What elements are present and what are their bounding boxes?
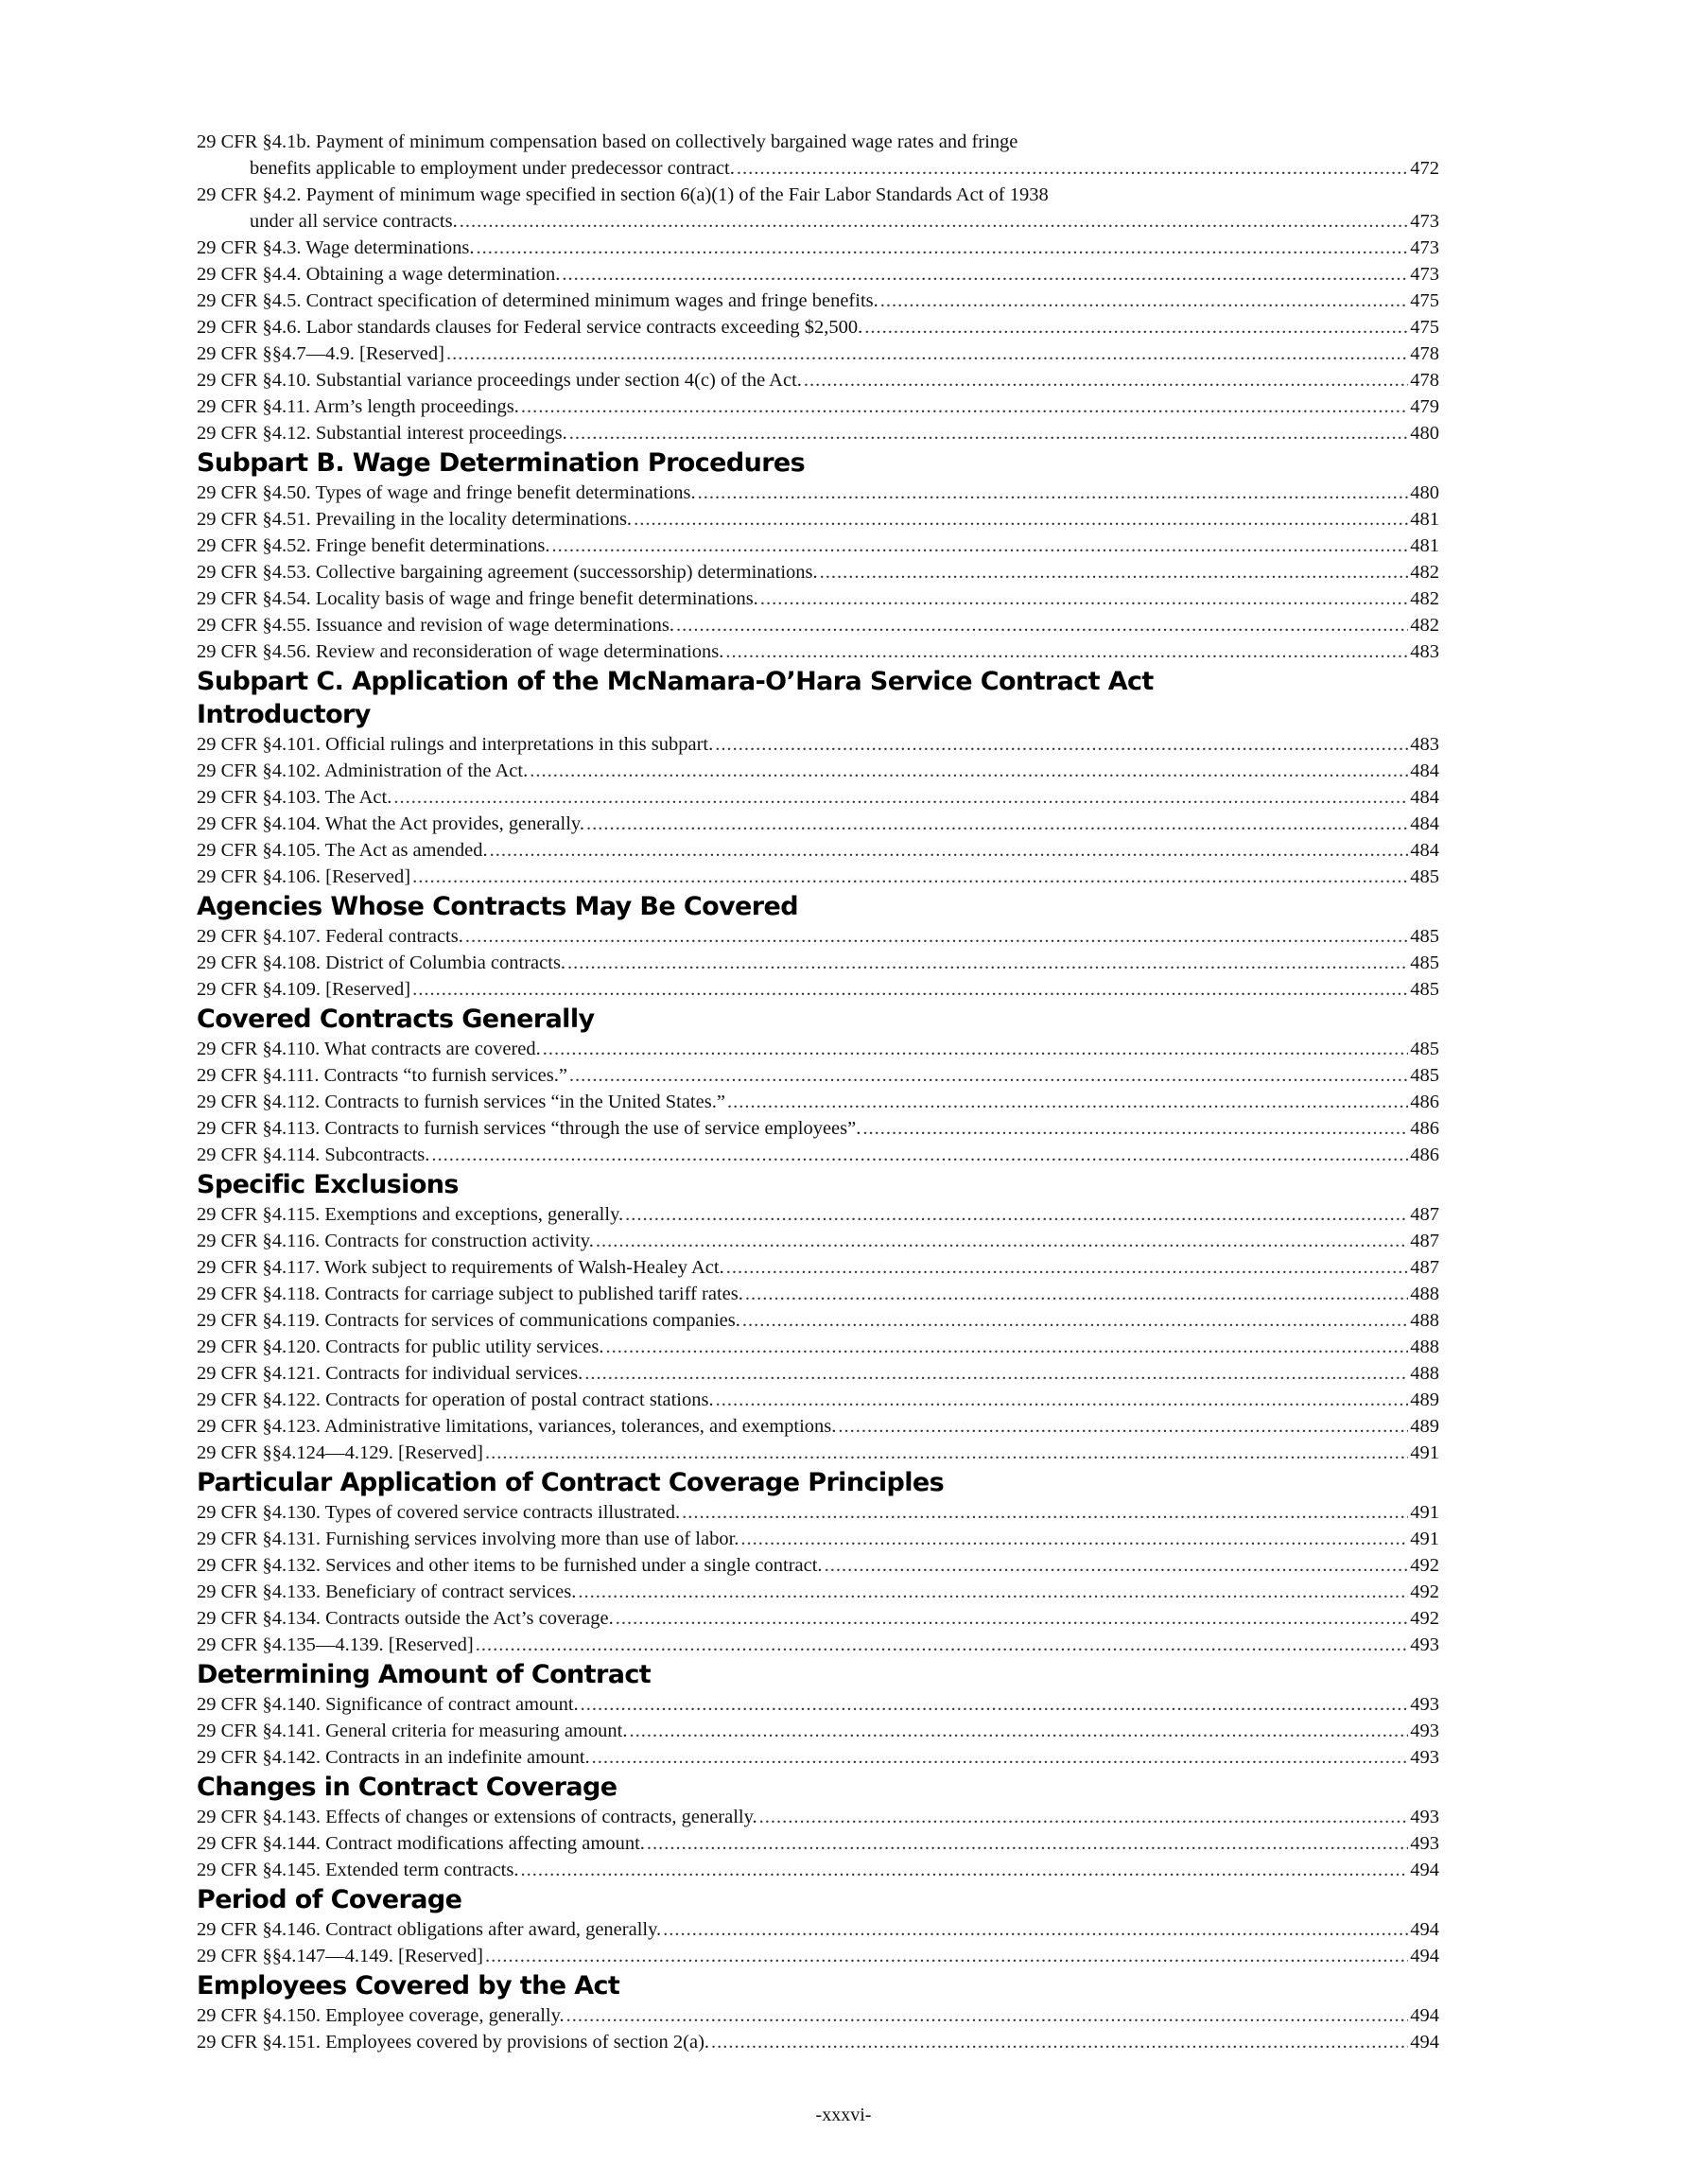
toc-entry: [197, 182, 1439, 235]
dot-leader: [485, 1943, 1408, 1969]
entry-title: 29 CFR §4.142. Contracts in an indefinite amount.: [197, 1747, 590, 1768]
entry-title: 29 CFR §4.56. Review and reconsideration of wage determinations.: [197, 641, 724, 662]
entry-title: benefits applicable to employment under predecessor contract.: [250, 158, 735, 179]
dot-leader: [804, 367, 1408, 393]
dot-leader: [726, 1254, 1409, 1281]
entry-title: 29 CFR §4.5. Contract specification of determined minimum wages and fringe benefits.: [197, 290, 878, 311]
toc-entry: [197, 1254, 1439, 1281]
dot-leader: [825, 1552, 1409, 1579]
toc-entry: [197, 784, 1439, 811]
entry-title: 29 CFR §4.54. Locality basis of wage and fringe benefit determinations.: [197, 588, 758, 609]
dot-leader: [737, 155, 1408, 182]
entry-title: 29 CFR §4.1b. Payment of minimum compensation based on collectively bargained wage rates and fringe: [197, 131, 1018, 152]
dot-leader: [584, 1360, 1408, 1387]
dot-leader: [431, 1142, 1408, 1168]
dot-leader: [460, 208, 1409, 235]
entry-title: 29 CFR §4.123. Administrative limitations, variances, tolerances, and exemptions.: [197, 1416, 837, 1437]
entry-title: 29 CFR §4.10. Substantial variance proceedings under section 4(c) of the Act.: [197, 370, 802, 391]
page-ref: 483: [1410, 734, 1439, 755]
dot-leader: [477, 235, 1409, 261]
toc-entry: [197, 1499, 1439, 1526]
entry-title: 29 CFR §4.140. Significance of contract amount.: [197, 1694, 579, 1715]
entry-title: 29 CFR §4.107. Federal contracts.: [197, 926, 463, 947]
dot-leader: [663, 1916, 1408, 1943]
entry-title: 29 CFR §4.115. Exemptions and exceptions, generally.: [197, 1204, 624, 1225]
toc-entry: [197, 950, 1439, 976]
toc-entry: [197, 261, 1439, 288]
page-ref: 492: [1410, 1608, 1439, 1629]
section-heading: Introductory: [197, 700, 371, 729]
entry-title: 29 CFR §4.102. Administration of the Act.: [197, 760, 529, 781]
toc-entry: [197, 506, 1439, 533]
entry-title: 29 CFR §4.116. Contracts for construction activity.: [197, 1231, 594, 1251]
page-ref: 494: [1410, 1860, 1439, 1880]
page-ref: 485: [1410, 979, 1439, 1000]
page-ref: 484: [1410, 787, 1439, 808]
dot-leader: [760, 585, 1408, 612]
entry-title: 29 CFR §4.103. The Act.: [197, 787, 392, 808]
dot-leader: [605, 1334, 1408, 1360]
entry-title: 29 CFR §4.117. Work subject to requirements of Walsh-Healey Act.: [197, 1257, 724, 1278]
dot-leader: [864, 314, 1408, 341]
page-ref: 475: [1410, 317, 1439, 338]
toc-entry: [197, 1632, 1439, 1658]
dot-leader: [530, 758, 1408, 784]
dot-leader: [490, 837, 1409, 864]
toc-entry: [197, 976, 1439, 1003]
section-heading: Agencies Whose Contracts May Be Covered: [197, 892, 798, 921]
toc-entry: [197, 1307, 1439, 1334]
dot-leader: [676, 612, 1408, 638]
dot-leader: [838, 1413, 1408, 1440]
toc-entry: [197, 1228, 1439, 1254]
toc-entry: [197, 1089, 1439, 1115]
dot-leader: [586, 811, 1408, 837]
dot-leader: [682, 1499, 1408, 1526]
entry-title: 29 CFR §4.132. Services and other items to be furnished under a single contract.: [197, 1555, 823, 1576]
dot-leader: [485, 1440, 1408, 1466]
dot-leader: [647, 1830, 1408, 1857]
entry-title: 29 CFR §4.121. Contracts for individual services.: [197, 1363, 583, 1384]
toc-entry: [197, 480, 1439, 506]
dot-leader: [715, 731, 1408, 758]
page-ref: 485: [1410, 952, 1439, 973]
page-ref: 487: [1410, 1231, 1439, 1251]
dot-leader: [634, 506, 1408, 533]
page-ref: 485: [1410, 926, 1439, 947]
page-ref: 485: [1410, 1065, 1439, 1086]
dot-leader: [745, 1281, 1408, 1307]
page-ref: 494: [1410, 2005, 1439, 2026]
entry-title: 29 CFR §4.120. Contracts for public utility services.: [197, 1337, 604, 1357]
entry-title: 29 CFR §4.50. Types of wage and fringe benefit determinations.: [197, 482, 696, 503]
entry-title: 29 CFR §4.113. Contracts to furnish services “through the use of service employees”.: [197, 1118, 861, 1139]
entry-title: 29 CFR §4.114. Subcontracts.: [197, 1144, 430, 1165]
entry-title: 29 CFR §4.141. General criteria for measuring amount.: [197, 1721, 628, 1741]
dot-leader: [742, 1307, 1408, 1334]
page-ref: 488: [1410, 1310, 1439, 1331]
toc-entry: [197, 1804, 1439, 1830]
page-ref: 485: [1410, 1039, 1439, 1059]
dot-leader: [393, 784, 1408, 811]
page-ref: 489: [1410, 1389, 1439, 1410]
dot-leader: [567, 950, 1408, 976]
dot-leader: [592, 1744, 1409, 1771]
dot-leader: [520, 1857, 1408, 1883]
entry-title: 29 CFR §4.118. Contracts for carriage subject to published tariff rates.: [197, 1284, 743, 1304]
page-ref: 493: [1410, 1747, 1439, 1768]
entry-title: 29 CFR §4.3. Wage determinations.: [197, 237, 475, 258]
entry-title: 29 CFR §4.150. Employee coverage, generally.: [197, 2005, 565, 2026]
entry-title: 29 CFR §4.104. What the Act provides, generally.: [197, 813, 584, 834]
entry-title: 29 CFR §4.55. Issuance and revision of wage determinations.: [197, 615, 675, 636]
toc-entry: [197, 314, 1439, 341]
page-ref: 486: [1410, 1144, 1439, 1165]
section-heading: Subpart C. Application of the McNamara-O’Hara Service Contract Act: [197, 667, 1154, 696]
page-ref: 486: [1410, 1092, 1439, 1112]
toc-entry: [197, 638, 1439, 665]
page-ref: 475: [1410, 290, 1439, 311]
page-ref: 493: [1410, 1634, 1439, 1655]
page-ref: 481: [1410, 509, 1439, 530]
entry-title: 29 CFR §4.51. Prevailing in the locality determinations.: [197, 509, 633, 530]
toc-entry: [197, 559, 1439, 585]
toc-entry: [197, 1552, 1439, 1579]
toc-entry: [197, 1744, 1439, 1771]
toc-entry: [197, 1142, 1439, 1168]
toc-entry: [197, 1413, 1439, 1440]
entry-title: 29 CFR §4.111. Contracts “to furnish services.”: [197, 1065, 567, 1086]
entry-title: 29 CFR §§4.147—4.149. [Reserved]: [197, 1946, 483, 1966]
toc-entry: [197, 288, 1439, 314]
dot-leader: [725, 638, 1408, 665]
dot-leader: [880, 288, 1408, 314]
table-of-contents: [197, 129, 1439, 2055]
dot-leader: [759, 1804, 1409, 1830]
toc-entry: [197, 1201, 1439, 1228]
page-ref: 492: [1410, 1581, 1439, 1602]
dot-leader: [569, 1062, 1408, 1089]
entry-title: 29 CFR §4.11. Arm’s length proceedings.: [197, 396, 519, 417]
toc-entry: [197, 1943, 1439, 1969]
entry-title: 29 CFR §4.4. Obtaining a wage determination.: [197, 264, 561, 285]
page-ref: 478: [1410, 370, 1439, 391]
dot-leader: [569, 420, 1409, 446]
dot-leader: [412, 976, 1408, 1003]
page-ref: 489: [1410, 1416, 1439, 1437]
dot-leader: [578, 1579, 1408, 1605]
toc-entry: [197, 1605, 1439, 1632]
entry-title: 29 CFR §4.109. [Reserved]: [197, 979, 411, 1000]
entry-title: 29 CFR §§4.124—4.129. [Reserved]: [197, 1442, 483, 1463]
dot-leader: [629, 1718, 1408, 1744]
page-ref: 480: [1410, 482, 1439, 503]
dot-leader: [476, 1632, 1409, 1658]
toc-entry: [197, 129, 1439, 182]
dot-leader: [698, 480, 1409, 506]
page-ref: 482: [1410, 588, 1439, 609]
dot-leader: [596, 1228, 1408, 1254]
entry-title: 29 CFR §4.12. Substantial interest proceedings.: [197, 423, 567, 444]
page-ref: 473: [1410, 264, 1439, 285]
entry-title: 29 CFR §4.131. Furnishing services involving more than use of labor.: [197, 1529, 739, 1549]
page-ref: 488: [1410, 1363, 1439, 1384]
toc-entry: [197, 1387, 1439, 1413]
toc-entry: [197, 1036, 1439, 1062]
toc-entry: [197, 1334, 1439, 1360]
page-ref: 478: [1410, 343, 1439, 364]
toc-entry: [197, 837, 1439, 864]
toc-entry: [197, 1830, 1439, 1857]
entry-title: 29 CFR §4.151. Employees covered by provisions of section 2(a).: [197, 2032, 710, 2053]
toc-entry: [197, 1691, 1439, 1718]
entry-title: 29 CFR §4.6. Labor standards clauses for Federal service contracts exceeding $2,500.: [197, 317, 863, 338]
dot-leader: [711, 2029, 1408, 2055]
page-ref: 493: [1410, 1833, 1439, 1854]
dot-leader: [446, 341, 1408, 367]
section-heading: Specific Exclusions: [197, 1170, 459, 1199]
entry-title: 29 CFR §4.105. The Act as amended.: [197, 840, 488, 861]
toc-entry: [197, 1281, 1439, 1307]
section-heading: Particular Application of Contract Coverage Principles: [197, 1468, 945, 1497]
page-ref: 473: [1410, 237, 1439, 258]
toc-entry: [197, 612, 1439, 638]
entry-title: 29 CFR §4.144. Contract modifications affecting amount.: [197, 1833, 645, 1854]
entry-title: 29 CFR §4.108. District of Columbia contracts.: [197, 952, 566, 973]
page-ref: 494: [1410, 1919, 1439, 1940]
toc-entry: [197, 1360, 1439, 1387]
toc-entry: [197, 1115, 1439, 1142]
dot-leader: [465, 923, 1408, 950]
toc-entry: [197, 1718, 1439, 1744]
toc-entry: [197, 758, 1439, 784]
page-ref: 488: [1410, 1337, 1439, 1357]
page-ref: 473: [1410, 211, 1439, 232]
entry-title: 29 CFR §4.119. Contracts for services of communications companies.: [197, 1310, 740, 1331]
page-ref: 487: [1410, 1257, 1439, 1278]
page-ref: 493: [1410, 1694, 1439, 1715]
section-heading: Period of Coverage: [197, 1885, 462, 1914]
page-ref: 479: [1410, 396, 1439, 417]
entry-title: 29 CFR §4.101. Official rulings and interpretations in this subpart.: [197, 734, 714, 755]
toc-entry: [197, 367, 1439, 393]
entry-title: 29 CFR §4.133. Beneficiary of contract services.: [197, 1581, 577, 1602]
section-heading: Covered Contracts Generally: [197, 1005, 595, 1034]
page-ref: 484: [1410, 760, 1439, 781]
toc-entry: [197, 393, 1439, 420]
dot-leader: [625, 1201, 1408, 1228]
page-ref: 486: [1410, 1118, 1439, 1139]
page-ref: 491: [1410, 1502, 1439, 1523]
page-ref: 472: [1410, 158, 1439, 179]
page-ref: 494: [1410, 2032, 1439, 2053]
toc-entry: [197, 1062, 1439, 1089]
page-ref: 485: [1410, 866, 1439, 887]
dot-leader: [412, 864, 1408, 890]
section-heading: Determining Amount of Contract: [197, 1660, 652, 1689]
page-ref: 491: [1410, 1442, 1439, 1463]
toc-entry: [197, 2002, 1439, 2029]
page-ref: 493: [1410, 1807, 1439, 1827]
toc-entry: [197, 2029, 1439, 2055]
dot-leader: [566, 2002, 1409, 2029]
section-heading: Subpart B. Wage Determination Procedures: [197, 448, 806, 478]
entry-title: 29 CFR §4.52. Fringe benefit determinations.: [197, 535, 550, 556]
page-ref: 480: [1410, 423, 1439, 444]
page-ref: 483: [1410, 641, 1439, 662]
entry-title: 29 CFR §4.106. [Reserved]: [197, 866, 411, 887]
page-ref: 484: [1410, 813, 1439, 834]
entry-title: 29 CFR §4.143. Effects of changes or extensions of contracts, generally.: [197, 1807, 757, 1827]
toc-entry: [197, 731, 1439, 758]
dot-leader: [862, 1115, 1408, 1142]
toc-entry: [197, 864, 1439, 890]
page-ref: 482: [1410, 562, 1439, 583]
section-heading: Employees Covered by the Act: [197, 1971, 620, 2001]
entry-title: 29 CFR §4.146. Contract obligations after award, generally.: [197, 1919, 662, 1940]
entry-title: 29 CFR §4.145. Extended term contracts.: [197, 1860, 519, 1880]
toc-entry: [197, 923, 1439, 950]
dot-leader: [552, 533, 1409, 559]
page-ref: 492: [1410, 1555, 1439, 1576]
entry-title: 29 CFR §4.110. What contracts are covered.: [197, 1039, 541, 1059]
toc-entry: [197, 1440, 1439, 1466]
toc-entry: [197, 585, 1439, 612]
section-heading: Changes in Contract Coverage: [197, 1773, 617, 1802]
entry-title: 29 CFR §4.2. Payment of minimum wage specified in section 6(a)(1) of the Fair Labor Standards Act of 1938: [197, 184, 1049, 205]
page-ref: 484: [1410, 840, 1439, 861]
page-ref: 488: [1410, 1284, 1439, 1304]
entry-title: 29 CFR §4.112. Contracts to furnish services “in the United States.”: [197, 1092, 725, 1112]
page-ref: 494: [1410, 1946, 1439, 1966]
entry-title: under all service contracts.: [250, 211, 458, 232]
page-ref: 482: [1410, 615, 1439, 636]
entry-title: 29 CFR §4.134. Contracts outside the Act’s coverage.: [197, 1608, 614, 1629]
page-ref: 481: [1410, 535, 1439, 556]
toc-entry: [197, 420, 1439, 446]
toc-entry: [197, 235, 1439, 261]
page-ref: 487: [1410, 1204, 1439, 1225]
entry-title: 29 CFR §§4.7—4.9. [Reserved]: [197, 343, 444, 364]
page-ref: 493: [1410, 1721, 1439, 1741]
dot-leader: [740, 1526, 1408, 1552]
page-ref: 491: [1410, 1529, 1439, 1549]
entry-title: 29 CFR §4.135—4.139. [Reserved]: [197, 1634, 474, 1655]
toc-entry: [197, 1579, 1439, 1605]
entry-title: 29 CFR §4.53. Collective bargaining agreement (successorship) determinations.: [197, 562, 818, 583]
page-number: -xxxvi-: [815, 2105, 872, 2125]
toc-entry: [197, 811, 1439, 837]
dot-leader: [521, 393, 1408, 420]
toc-entry: [197, 533, 1439, 559]
entry-title: 29 CFR §4.130. Types of covered service contracts illustrated.: [197, 1502, 681, 1523]
dot-leader: [716, 1387, 1409, 1413]
dot-leader: [562, 261, 1408, 288]
dot-leader: [820, 559, 1409, 585]
dot-leader: [727, 1089, 1408, 1115]
dot-leader: [543, 1036, 1408, 1062]
toc-entry: [197, 1526, 1439, 1552]
dot-leader: [581, 1691, 1409, 1718]
toc-entry: [197, 1916, 1439, 1943]
dot-leader: [616, 1605, 1409, 1632]
toc-entry: [197, 341, 1439, 367]
entry-title: 29 CFR §4.122. Contracts for operation of postal contract stations.: [197, 1389, 714, 1410]
toc-entry: [197, 1857, 1439, 1883]
